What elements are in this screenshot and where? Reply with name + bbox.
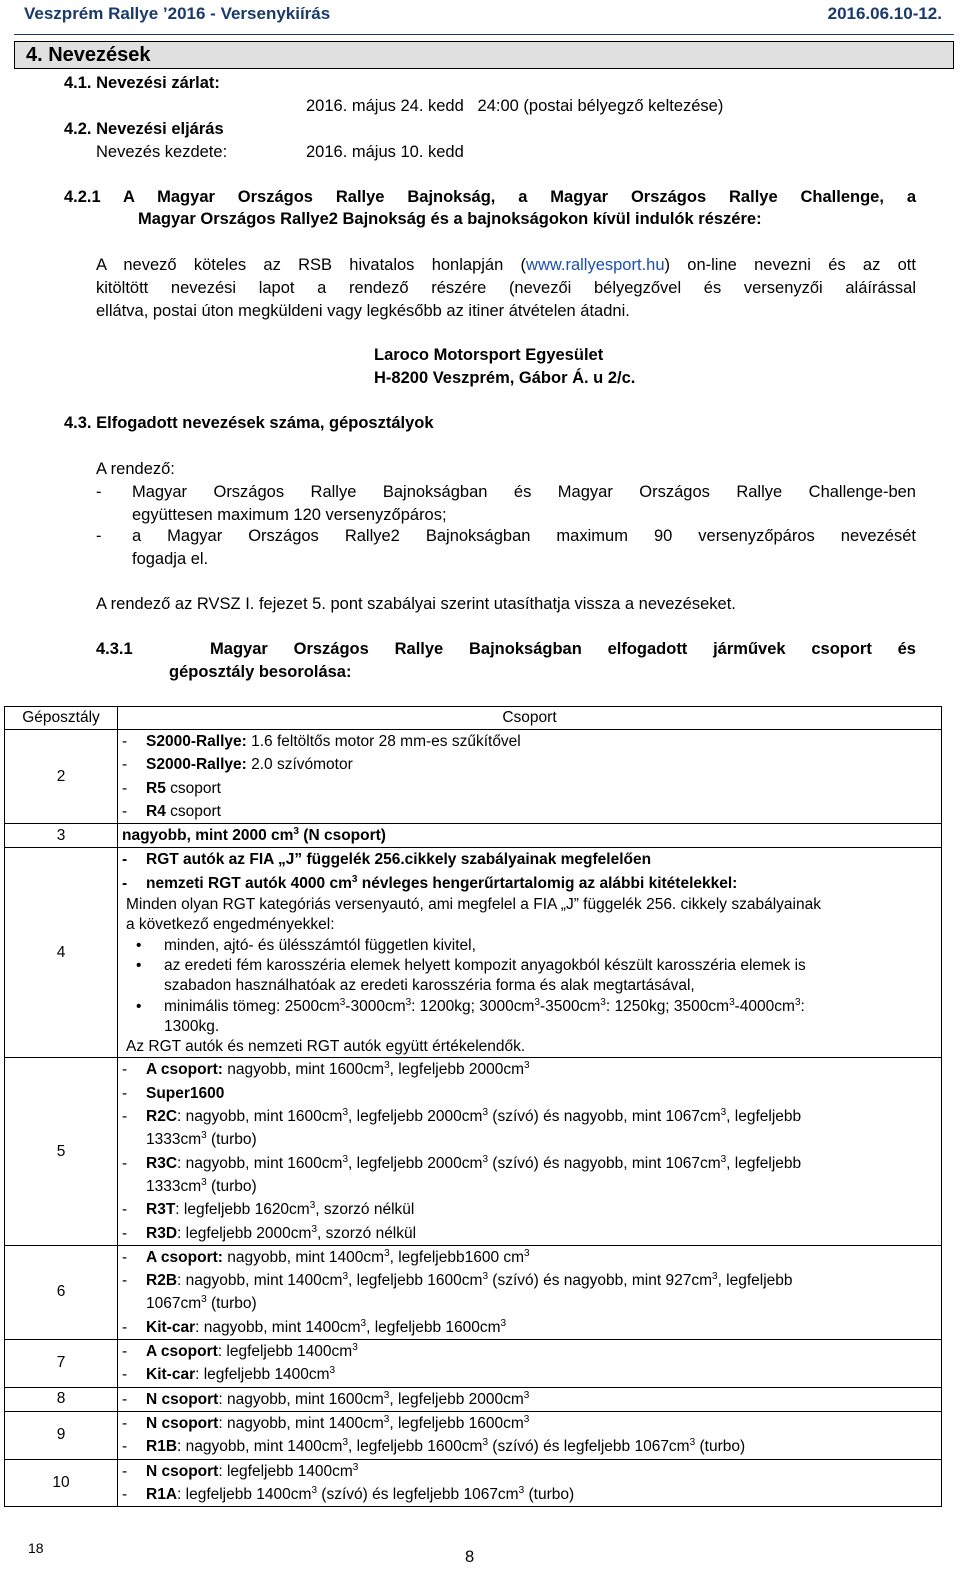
start-value: 2016. május 10. kedd: [306, 143, 464, 161]
group-cell: nagyobb, mint 2000 $cm^3$ (N csoport): [118, 824, 942, 848]
s421-heading-2: Magyar Országos Rallye2 Bajnokság és a bajnokságokon kívül indulók részére:: [138, 210, 762, 228]
group-cell: - N csoport: nagyobb, mint $1400cm^3$, legfeljebb $1600cm^3$ - R1B: nagyobb, mint $1400cm^3$, legfeljebb $1600cm^3$ (szívó) és legfeljebb $1067cm^3$ (turbo): [118, 1411, 942, 1459]
s43-intro: A rendező:: [96, 460, 175, 478]
bullet-list: [118, 936, 941, 1037]
s421-para-2: kitöltött nevezési lapot a rendező részére (nevezői bélyegzővel és versenyzői aláírással: [96, 279, 916, 297]
dash-2: -: [96, 527, 102, 545]
table-row: [5, 824, 942, 848]
group-cell: - N csoport: legfeljebb $1400cm^3$ - R1A: legfeljebb $1400cm^3$ (szívó) és legfeljebb $1067cm^3$ (turbo): [118, 1459, 942, 1507]
s43-item2-line2: fogadja el.: [132, 550, 209, 568]
class-cell: 3: [5, 824, 118, 848]
table-row: [5, 1387, 942, 1411]
address-line-1: Laroco Motorsport Egyesület: [374, 346, 604, 364]
table-row: [5, 1459, 942, 1507]
dash-1: -: [96, 483, 102, 501]
group-cell: - A csoport: nagyobb, mint $1400cm^3$, legfeljebb1600 $cm^3$ - R2B: nagyobb, mint $1400cm^3$, legfeljebb $1600cm^3$ (szívó) és nagyobb, mint $927cm^3$, legfeljebb $1067cm^3$ (turbo) - Kit-car: nagyobb, mint $1400cm^3$, legfeljebb $1600cm^3$: [118, 1245, 942, 1339]
class-cell: 9: [5, 1411, 118, 1459]
s421-para-1: A nevező köteles az RSB hivatalos honlapján (www.rallyesport.hu) on-line nevezni és az ott: [96, 256, 916, 274]
start-label: Nevezés kezdete:: [96, 143, 228, 161]
class-table: [4, 706, 942, 1507]
group-cell: - S2000-Rallye: 1.6 feltöltős motor 28 mm-es szűkítővel - S2000-Rallye: 2.0 szívómotor - R5 csoport - R4 csoport: [118, 730, 942, 824]
class-cell: 2: [5, 730, 118, 824]
class-cell: 6: [5, 1245, 118, 1339]
list-item: • minimális tömeg: $2500cm^3-3000cm^3$: 1200kg; $3000cm^3-3500cm^3$: 1250kg; $3500cm^3-4000cm^3$: 1300kg.: [136, 996, 805, 1035]
deadline-value: 2016. május 24. kedd 24:00 (postai bélyegző keltezése): [306, 97, 724, 115]
table-row: [5, 1245, 942, 1339]
table-row: [5, 1340, 942, 1388]
group-cell: - N csoport: nagyobb, mint $1600cm^3$, legfeljebb $2000cm^3$: [118, 1387, 942, 1411]
header-rule: [14, 34, 954, 35]
s43-item1-line2: együttesen maximum 120 versenyzőpáros;: [132, 506, 447, 524]
s43-heading: 4.3. Elfogadott nevezések száma, géposztályok: [64, 414, 434, 432]
group-cell: - A csoport: nagyobb, mint $1600cm^3$, legfeljebb $2000cm^3$ - Super1600 - R2C: nagyobb, mint $1600cm^3$, legfeljebb $2000cm^3$ (szívó) és nagyobb, mint $1067cm^3$, legfeljebb $1333cm^3$ (turbo) - R3C: nagyobb, mint $1600cm^3$, legfeljebb $2000cm^3$ (szívó) és nagyobb, mint $1067cm^3$, legfeljebb $1333cm^3$ (turbo) - R3T: legfeljebb $1620cm^3$, szorzó nélkül - R3D: legfeljebb $2000cm^3$, szorzó nélkül: [118, 1058, 942, 1245]
header-class: Géposztály: [5, 707, 118, 730]
page-number-center: 8: [465, 1548, 475, 1566]
procedure-label: 4.2. Nevezési eljárás: [64, 120, 224, 138]
section-heading-box: [14, 41, 954, 69]
header-date: 2016.06.10-12.: [827, 4, 942, 23]
section-title: 4. Nevezések: [26, 44, 151, 66]
s421-heading-1: 4.2.1 A Magyar Országos Rallye Bajnokság, a Magyar Országos Rallye Challenge, a: [64, 188, 916, 206]
page-number-left: 18: [28, 1540, 44, 1556]
deadline-label: 4.1. Nevezési zárlat:: [64, 74, 220, 92]
table-row: [5, 1411, 942, 1459]
table-row: [5, 1058, 942, 1245]
class-cell: 10: [5, 1459, 118, 1507]
class-cell: 8: [5, 1387, 118, 1411]
s43-note: A rendező az RVSZ I. fejezet 5. pont szabályai szerint utasíthatja vissza a nevezéseket.: [96, 595, 736, 613]
class-cell: 7: [5, 1340, 118, 1388]
group-cell: - RGT autók az FIA „J” függelék 256.cikkely szabályainak megfelelően - nemzeti RGT autók 4000 $cm^3$ névleges hengerűrtartalomig az alábbi kitételekkel: Minden olyan RGT kategóriás versenyautó, ami megfelel a FIA „J” függelék 256. cikkely szabályainak a következő engedményekkel: • minden, ajtó- és ülésszámtól független kivitel, • az eredeti fém karosszéria elemek helyett kompozit anyagokból készült karosszéria elemek is szabadon használhatóak az eredeti karosszéria forma és alak megtartásával, • minimális tömeg: $2500cm^3-3000cm^3$: 1200kg; $3000cm^3-3500cm^3$: 1250kg; $3500cm^3-4000cm^3$: 1300kg. Az RGT autók és nemzeti RGT autók együtt értékelendők.: [118, 848, 942, 1058]
list-item: • az eredeti fém karosszéria elemek helyett kompozit anyagokból készült karosszéria elemek is szabadon használhatóak az eredeti karosszéria forma és alak megtartásával,: [136, 956, 806, 995]
table-row: [5, 848, 942, 1058]
list-item: • minden, ajtó- és ülésszámtól független kivitel,: [136, 936, 476, 954]
table-row: [5, 730, 942, 824]
class-cell: 4: [5, 848, 118, 1058]
class-cell: 5: [5, 1058, 118, 1245]
table-header-row: [5, 707, 942, 730]
rsb-link[interactable]: www.rallyesport.hu: [526, 256, 665, 274]
address-line-2: H-8200 Veszprém, Gábor Á. u 2/c.: [374, 369, 636, 387]
group-cell: - A csoport: legfeljebb $1400cm^3$ - Kit-car: legfeljebb $1400cm^3$: [118, 1340, 942, 1388]
header-title: Veszprém Rallye ’2016 - Versenykiírás: [24, 4, 331, 23]
s431-heading-1: 4.3.1 Magyar Országos Rallye Bajnokságban elfogadott járművek csoport és: [96, 640, 916, 658]
s43-item2-line1: a Magyar Országos Rallye2 Bajnokságban maximum 90 versenyzőpáros nevezését: [132, 527, 916, 545]
s43-item1-line1: Magyar Országos Rallye Bajnokságban és Magyar Országos Rallye Challenge-ben: [132, 483, 916, 501]
s431-heading-2: géposztály besorolása:: [169, 663, 352, 681]
s421-para-3: ellátva, postai úton megküldeni vagy legkésőbb az itiner átvételen átadni.: [96, 302, 630, 320]
header-group: Csoport: [118, 707, 942, 730]
